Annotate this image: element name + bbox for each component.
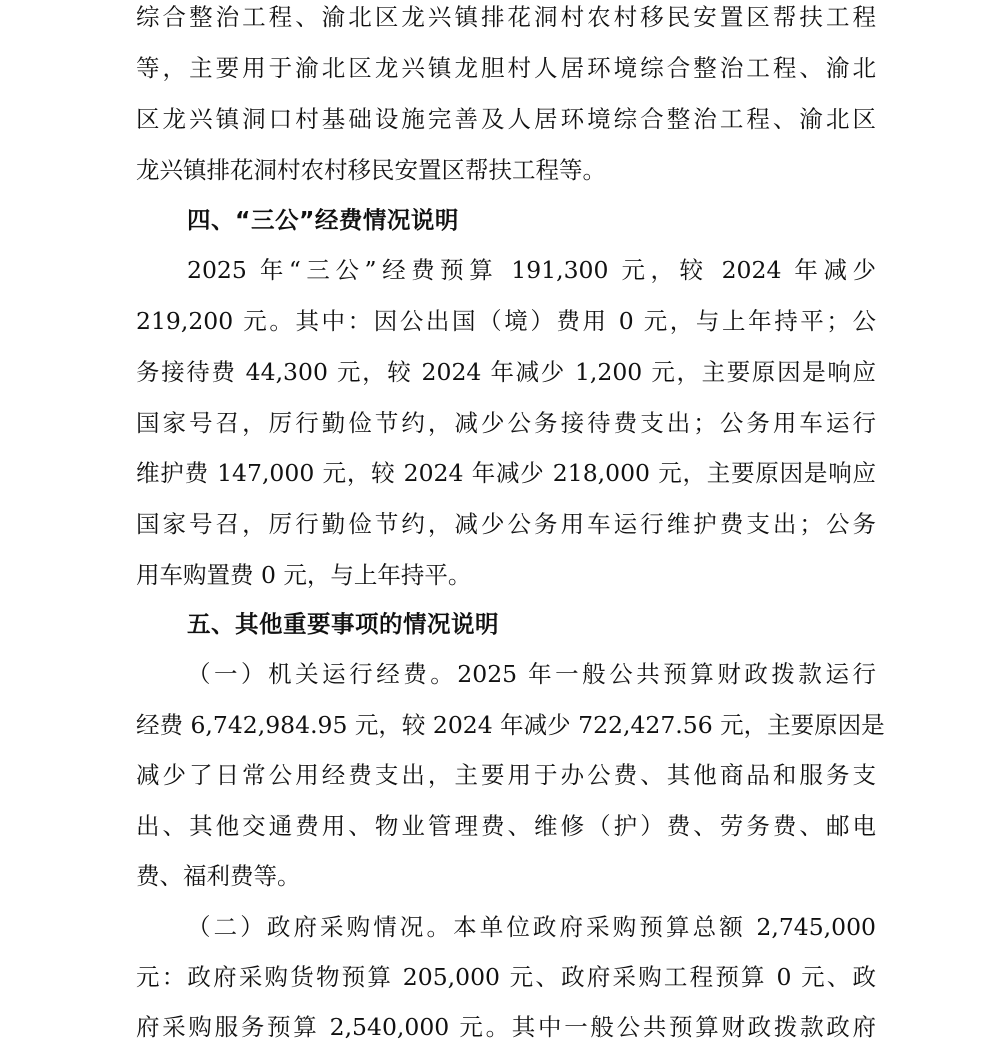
paragraph-line: 等，主要用于渝北区龙兴镇龙胆村人居环境综合整治工程、渝北 (136, 54, 876, 82)
paragraph-line: （一）机关运行经费。2025 年一般公共预算财政拨款运行 (187, 660, 876, 688)
paragraph-line: 出、其他交通费用、物业管理费、维修（护）费、劳务费、邮电 (136, 812, 876, 840)
paragraph-line: 用车购置费 0 元，与上年持平。 (136, 561, 472, 589)
paragraph-line: 219,200 元。其中：因公出国（境）费用 0 元，与上年持平；公 (136, 307, 876, 335)
paragraph-line: 维护费 147,000 元，较 2024 年减少 218,000 元，主要原因是响应 (136, 459, 876, 487)
paragraph-line: 综合整治工程、渝北区龙兴镇排花洞村农村移民安置区帮扶工程 (136, 3, 876, 31)
section-heading-other-matters: 五、其他重要事项的情况说明 (187, 610, 499, 638)
paragraph-line: 元：政府采购货物预算 205,000 元、政府采购工程预算 0 元、政 (136, 963, 876, 991)
paragraph-line: 经费 6,742,984.95 元，较 2024 年减少 722,427.56 元，主要原因是 (136, 711, 885, 739)
paragraph-line: 2025 年“三公”经费预算 191,300 元，较 2024 年减少 (187, 256, 876, 284)
paragraph-line: 费、福利费等。 (136, 862, 301, 890)
paragraph-line: 龙兴镇排花洞村农村移民安置区帮扶工程等。 (136, 156, 606, 184)
paragraph-line: （二）政府采购情况。本单位政府采购预算总额 2,745,000 (187, 913, 876, 941)
paragraph-line: 区龙兴镇洞口村基础设施完善及人居环境综合整治工程、渝北区 (136, 105, 876, 133)
paragraph-line: 国家号召，厉行勤俭节约，减少公务接待费支出；公务用车运行 (136, 409, 876, 437)
paragraph-line: 务接待费 44,300 元，较 2024 年减少 1,200 元，主要原因是响应 (136, 358, 876, 386)
paragraph-line: 府采购服务预算 2,540,000 元。其中一般公共预算财政拨款政府 (136, 1013, 876, 1041)
paragraph-line: 国家号召，厉行勤俭节约，减少公务用车运行维护费支出；公务 (136, 510, 876, 538)
section-heading-sangong: 四、“三公”经费情况说明 (187, 206, 459, 234)
paragraph-line: 减少了日常公用经费支出，主要用于办公费、其他商品和服务支 (136, 761, 876, 789)
